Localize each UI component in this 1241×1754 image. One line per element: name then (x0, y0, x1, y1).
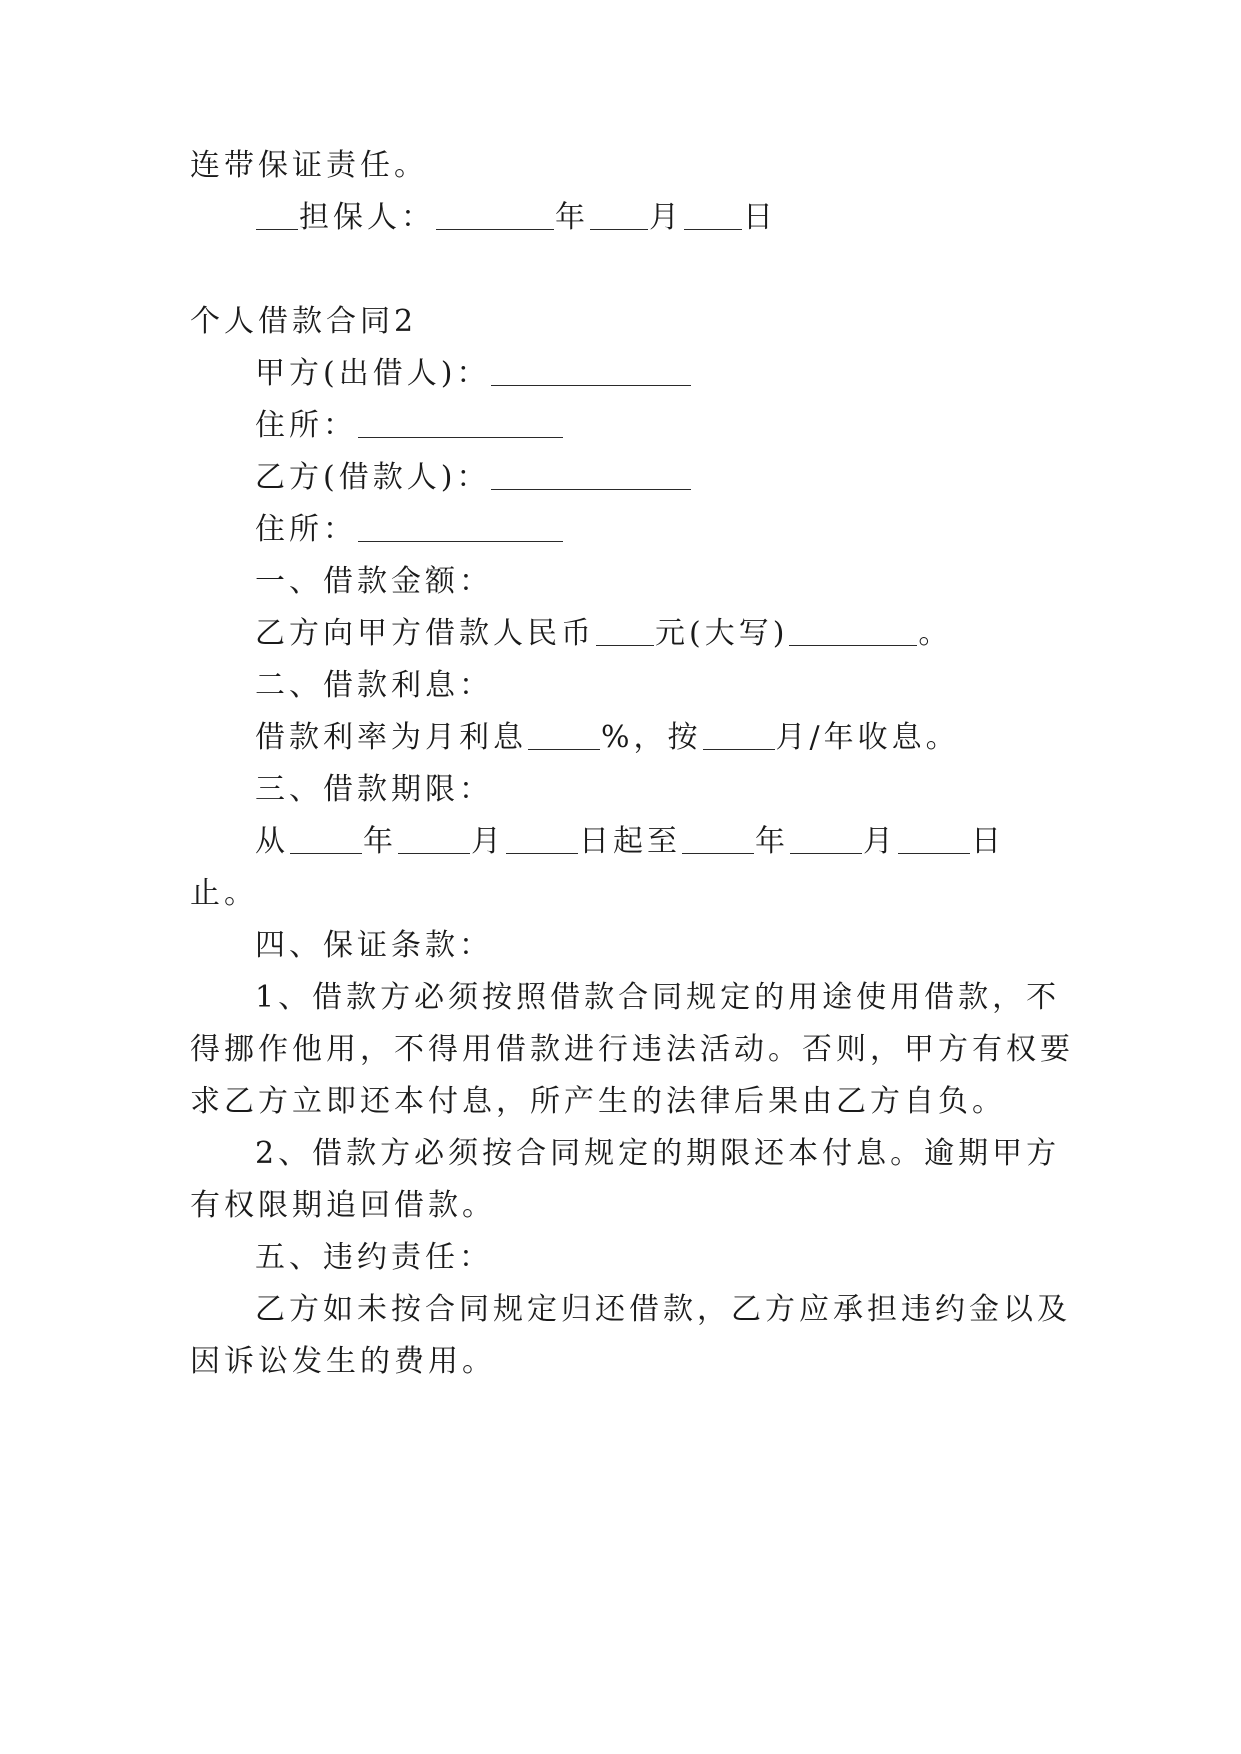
from-label: 从 (255, 824, 289, 859)
section3-heading: 三、借款期限： (255, 772, 493, 807)
blank (290, 823, 362, 854)
blank (506, 823, 578, 854)
blank (528, 719, 600, 750)
clause1-line: 得挪作他用，不得用借款进行违法活动。否则，甲方有权要 (190, 1032, 1074, 1067)
year-label: 年 (555, 200, 589, 235)
clause2-line: 有权限期追回借款。 (190, 1188, 496, 1223)
section4-heading: 四、保证条款： (255, 928, 493, 963)
blank (898, 823, 970, 854)
liability-line: 因诉讼发生的费用。 (190, 1344, 496, 1379)
contract-title: 个人借款合同2 (190, 304, 418, 339)
blank (358, 407, 563, 438)
blank (789, 615, 917, 646)
blank (436, 199, 554, 230)
guarantor-label: 担保人： (299, 200, 435, 235)
section1-heading: 一、借款金额： (255, 564, 493, 599)
interest-end-text: 月/年收息。 (775, 720, 960, 755)
month-label: 月 (471, 824, 505, 859)
blank (682, 823, 754, 854)
term-end-text: 止。 (190, 876, 258, 911)
blank (491, 459, 691, 490)
loan-amount-text: 乙方向甲方借款人民币 (255, 616, 595, 651)
borrower-line (255, 458, 692, 498)
blank (684, 199, 742, 230)
blank (790, 823, 862, 854)
blank (590, 199, 648, 230)
year-label: 年 (755, 824, 789, 859)
clause1-line: 求乙方立即还本付息，所产生的法律后果由乙方自负。 (190, 1084, 1006, 1119)
blank (491, 355, 691, 386)
section5-heading: 五、违约责任： (255, 1240, 493, 1275)
blank (256, 199, 298, 230)
day-to-label: 日 (971, 824, 1005, 859)
day-from-label: 日起至 (579, 824, 681, 859)
lender-label: 甲方(出借人)： (255, 356, 491, 391)
section2-heading: 二、借款利息： (255, 668, 493, 703)
borrower-label: 乙方(借款人)： (255, 460, 491, 495)
lender-address-line (255, 406, 564, 446)
year-label: 年 (363, 824, 397, 859)
address-label: 住所： (255, 512, 357, 547)
liability-line: 乙方如未按合同规定归还借款，乙方应承担违约金以及 (255, 1292, 1071, 1327)
day-label: 日 (743, 200, 777, 235)
address-label: 住所： (255, 408, 357, 443)
month-label: 月 (863, 824, 897, 859)
interest-line (255, 718, 960, 758)
contract1-tail-text: 连带保证责任。 (190, 148, 428, 183)
guarantor-signature-line (255, 198, 777, 238)
blank (358, 511, 563, 542)
clause2-line: 2、借款方必须按合同规定的期限还本付息。逾期甲方 (255, 1136, 1061, 1171)
percent-text: %，按 (601, 720, 702, 755)
month-label: 月 (649, 200, 683, 235)
lender-line (255, 354, 692, 394)
clause1-line: 1、借款方必须按照借款合同规定的用途使用借款，不 (255, 980, 1061, 1015)
term-line (255, 822, 1005, 862)
period: 。 (918, 616, 953, 651)
interest-text: 借款利率为月利息 (255, 720, 527, 755)
blank (596, 615, 654, 646)
yuan-label: 元(大写) (655, 616, 789, 651)
blank (398, 823, 470, 854)
blank (703, 719, 775, 750)
loan-amount-line (255, 614, 952, 654)
borrower-address-line (255, 510, 564, 550)
